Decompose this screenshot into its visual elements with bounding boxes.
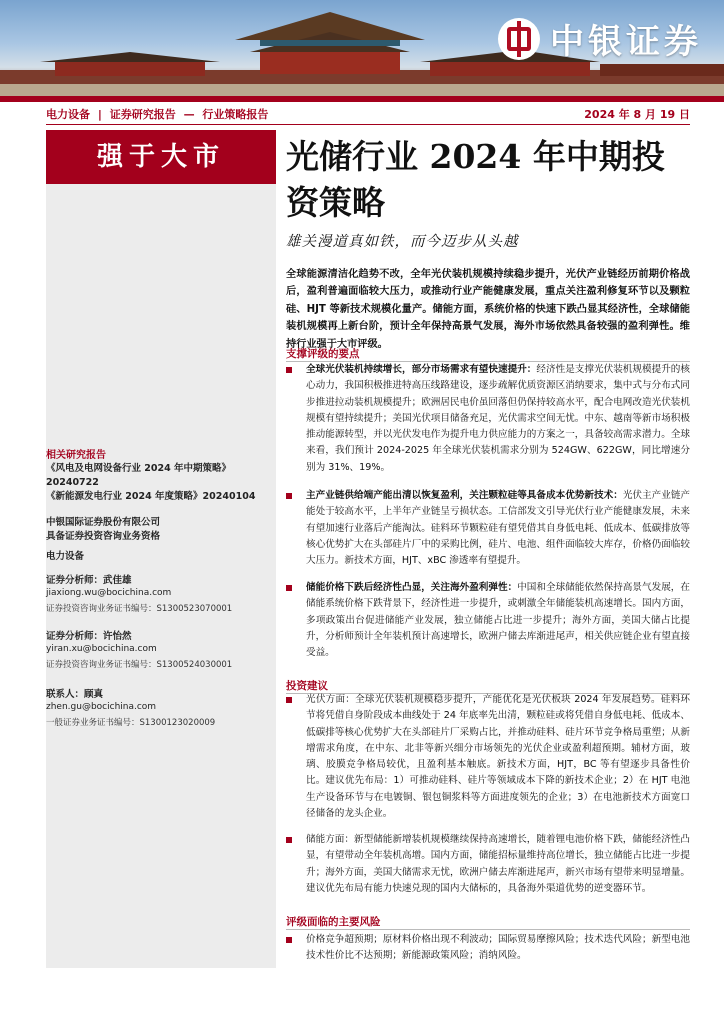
sector-name: 电力设备 [46,551,85,562]
report-title: 光储行业 2024 年中期投资策略 [286,137,665,222]
bullet-icon [286,493,292,499]
contact-name: 联系人：顾真 [46,689,104,700]
bullet-icon [286,585,292,591]
section-title-risk: 评级面临的主要风险 [286,916,381,928]
related-reports-title: 相关研究报告 [46,450,106,461]
bullet-icon [286,837,292,843]
invest-point-body: 光伏方面：全球光伏装机规模稳步提升，产能优化是光伏板块 2024 年发展趋势。硅料环节将凭借自身阶段成本曲线处于 24 年底率先出清，颗粒硅或将凭借自身低电耗、低成本、低碳排等核心优势扩大在头部硅片厂采购占比，并推动硅料、硅片环节竞争格局重塑；从新增需求角度，在中东、北非等新兴细分市场领先的光伏企业或盈利超预期。辅材方面，玻璃、胶膜竞争格局较优，且盈利基本触底。新技术方面，HJT，BC 等有望逐步具备性价比。建议优先布局：1）可推动硅料、硅片等领域成本下降的新技术企业；2）在 HJT 电池生产设备环节与在电镀铜、银包铜浆料等方面进度领先的企业；3）在电池新技术方面宽口径储备的龙头企业。 [306,694,690,820]
support-point-head: 全球光伏装机持续增长，部分市场需求有望快速提升： [306,364,537,375]
risk-point-body: 价格竞争超预期；原材料价格出现不利波动；国际贸易摩擦风险；技术迭代风险；新型电池技术性价比不达预期；新能源政策风险；消纳风险。 [306,934,690,962]
contact-cert: 一般证券业务证书编号：S1300123020009 [46,718,216,728]
bullet-icon [286,937,292,943]
support-point [286,362,690,476]
analyst-cert: 证券投资咨询业务证书编号：S1300523070001 [46,604,233,614]
breadcrumb-rule [46,124,690,125]
support-point [286,488,690,569]
analyst-cert: 证券投资咨询业务证书编号：S1300524030001 [46,660,233,670]
report-date: 2024 年 8 月 19 日 [584,108,690,121]
section-rule [286,929,690,930]
bullet-icon [286,697,292,703]
support-point-head: 储能价格下跌后经济性凸显，关注海外盈利弹性： [306,582,518,593]
support-point-body: 中国和全球储能依然保持高景气发展，在储能系统价格下跌背景下，经济性进一步提升，或刺激全年储能装机高速增长。国内方面，多项政策出台促进储能产业发展，独立储能占比进一步提升；海外方面，美国大储占比提升，分析师预计全年装机预计高速增长，欧洲户储去库渐进尾声，相关供应链企业有望直接受益。 [306,582,690,659]
breadcrumb-industry: 电力设备 [46,108,90,121]
invest-point [286,692,690,822]
contact-email[interactable]: zhen.gu@bocichina.com [46,702,157,712]
analyst-email[interactable]: jiaxiong.wu@bocichina.com [46,588,172,598]
rating-label: 强于大市 [96,142,225,172]
support-point-body: 光伏主产业链产能处于较高水平，上半年产业链呈亏损状态。工信部发文引导光伏行业产能健康发展，未来有望加速行业落后产能淘汰。硅料环节颗粒硅有望凭借其自身低电耗、低成本、低碳排放等核心优势扩大在头部硅片厂中的采购比例，硅片、电池、组件面临较大库存，价格仍面临较大压力。新技术方面，HJT、xBC 渗透率有望提升。 [306,490,691,567]
support-point-head: 主产业链供给端产能出清以恢复盈利，关注颗粒硅等具备成本优势新技术： [306,490,623,501]
header-divider [0,96,724,102]
support-point-body: 经济性是支撑光伏装机规模提升的核心动力，我国积极推进特高压线路建设，逐步疏解优质资源区消纳要求，集中式与分布式同步推进拉动装机规模提升；欧洲居民电价虽回落但仍保持较高水平，配合电网改造光伏装机规模有望持续提升；美国光伏项目储备充足，光伏需求空间无忧。中东、越南等新市场积极推动能源转型，并以光伏发电作为提升电力供应能力的方案之一，具备较高需求潜力。全球来看，我们预计 2024-2025 年全球光伏装机需求分别为 524GW、622GW，同比增速分别为 31%、19%。 [306,364,691,473]
report-subtitle: 雄关漫道真如铁，而今迈步从头越 [286,234,519,250]
related-report-item[interactable]: 《新能源发电行业 2024 年度策略》20240104 [46,491,256,502]
analyst-name: 证券分析师：武佳雄 [46,575,132,586]
section-title-invest: 投资建议 [286,680,328,692]
analyst-name: 证券分析师：许怡然 [46,631,132,642]
bank-logo-icon [498,18,540,60]
company-name: 中银国际证券股份有限公司 [46,517,161,528]
breadcrumb-kind: 行业策略报告 [202,108,269,121]
invest-point-body: 储能方面：新型储能新增装机规模继续保持高速增长，随着锂电池价格下跌，储能经济性凸显，有望带动全年装机高增。国内方面，储能招标量维持高位增长，独立储能占比进一步提升；海外方面，美国大储需求无忧，欧洲户储去库渐进尾声，新兴市场有望带来明显增量。建议优先布局有能力快速兑现的国内大储标的，具备海外渠道优势的逆变器环节。 [306,834,690,894]
company-qualification: 具备证券投资咨询业务资格 [46,531,161,542]
brand-name: 中银证券 [550,22,702,62]
breadcrumb [46,106,272,122]
brand-logo [498,14,702,63]
header-banner [0,0,724,96]
breadcrumb-separator: | [97,108,102,121]
breadcrumb-dash: — [183,108,195,121]
analyst-email[interactable]: yiran.xu@bocichina.com [46,644,157,654]
breadcrumb-type: 证券研究报告 [109,108,176,121]
support-point [286,580,690,661]
risk-point [286,932,690,965]
summary-paragraph: 全球能源清洁化趋势不改，全年光伏装机规模持续稳步提升，光伏产业链经历前期价格战后，盈利普遍面临较大压力，或推动行业产能健康发展，重点关注盈利修复环节以及颗粒硅、HJT 等新技术规模化量产。储能方面，系统价格的快速下跌凸显其经济性，全球储能装机规模再上新台阶，预计全年保持高景气发展，海外市场依然具备较强的盈利弹性。维持行业强于大市评级。 [286,269,690,350]
related-report-item[interactable]: 《风电及电网设备行业 2024 年中期策略》20240722 [46,463,232,488]
section-title-support: 支撑评级的要点 [286,348,360,360]
invest-point [286,832,690,897]
bullet-icon [286,367,292,373]
